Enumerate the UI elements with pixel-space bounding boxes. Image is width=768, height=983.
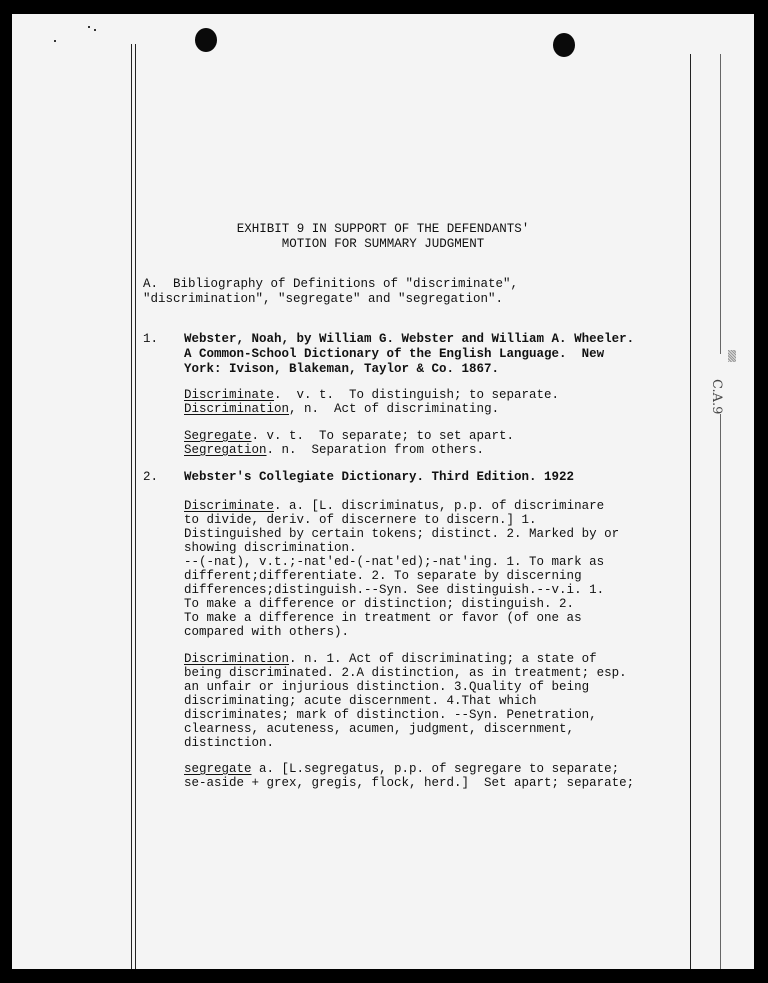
right-margin-rule [690, 54, 691, 969]
definition-line: Distinguished by certain tokens; distinct. 2. Marked by or [184, 527, 620, 541]
headword: Discrimination [184, 402, 290, 416]
margin-note: C.A.9 [709, 379, 724, 415]
definition-line: an unfair or injurious distinction. 3.Quality of being [184, 680, 590, 694]
entry-1-definition: Segregation. n. Separation from others. [184, 443, 485, 457]
entry-2-discrimination: Discrimination. n. 1. Act of discriminating; a state of [184, 652, 597, 666]
scan-speck [94, 29, 96, 31]
entry-1-citation: York: Ivison, Blakeman, Taylor & Co. 1867. [184, 362, 500, 376]
entry-1-number: 1. [143, 332, 159, 346]
left-margin-rule-inner [135, 44, 136, 969]
binder-hole-right [553, 33, 575, 57]
definition-line: being discriminated. 2.A distinction, as in treatment; esp. [184, 666, 627, 680]
headword: Segregation [184, 443, 267, 457]
exhibit-subtitle: MOTION FOR SUMMARY JUDGMENT [281, 237, 485, 251]
document-page [12, 14, 754, 969]
entry-2-segregate: segregate a. [L.segregatus, p.p. of segregare to separate; [184, 762, 620, 776]
definition-line: discriminating; acute discernment. 4.That which [184, 694, 537, 708]
margin-stamp [728, 350, 736, 362]
entry-1-definition: Discrimination, n. Act of discriminating. [184, 402, 500, 416]
right-margin-rule-lower [720, 414, 721, 969]
exhibit-title: EXHIBIT 9 IN SUPPORT OF THE DEFENDANTS' [236, 222, 530, 236]
headword: Discrimination [184, 652, 290, 666]
definition-line: distinction. [184, 736, 275, 750]
entry-2-citation: Webster's Collegiate Dictionary. Third Edition. 1922 [184, 470, 575, 484]
scan-speck [54, 40, 56, 42]
definition-line: to divide, deriv. of discernere to discern.] 1. [184, 513, 537, 527]
entry-2-discriminate: Discriminate. a. [L. discriminatus, p.p. of discriminare [184, 499, 605, 513]
entry-1-definition: Discriminate. v. t. To distinguish; to separate. [184, 388, 560, 402]
headword: segregate [184, 762, 252, 776]
headword: Discriminate [184, 499, 275, 513]
section-a-heading-cont: "discrimination", "segregate" and "segregation". [143, 292, 504, 306]
left-margin-rule [131, 44, 132, 969]
definition-line: To make a difference or distinction; distinguish. 2. [184, 597, 575, 611]
entry-2-number: 2. [143, 470, 159, 484]
definition-line: compared with others). [184, 625, 350, 639]
definition-line: discriminates; mark of distinction. --Syn. Penetration, [184, 708, 597, 722]
definition-line: se-aside + grex, gregis, flock, herd.] Set apart; separate; [184, 776, 635, 790]
entry-1-citation: Webster, Noah, by William G. Webster and William A. Wheeler. [184, 332, 635, 346]
definition-line: differences;distinguish.--Syn. See distinguish.--v.i. 1. [184, 583, 605, 597]
scan-speck [88, 26, 90, 28]
section-a-heading: A. Bibliography of Definitions of "discriminate", [143, 277, 519, 291]
definition-line: To make a difference in treatment or favor (of one as [184, 611, 582, 625]
headword: Segregate [184, 429, 252, 443]
definition-line: clearness, acuteness, acumen, judgment, discernment, [184, 722, 575, 736]
entry-1-definition: Segregate. v. t. To separate; to set apart. [184, 429, 515, 443]
binder-hole-left [195, 28, 217, 52]
definition-line: showing discrimination. [184, 541, 357, 555]
right-margin-rule-outer [720, 54, 721, 354]
definition-line: different;differentiate. 2. To separate by discerning [184, 569, 582, 583]
definition-line: --(-nat), v.t.;-nat'ed-(-nat'ed);-nat'ing. 1. To mark as [184, 555, 605, 569]
headword: Discriminate [184, 388, 275, 402]
entry-1-citation: A Common-School Dictionary of the English Language. New [184, 347, 605, 361]
